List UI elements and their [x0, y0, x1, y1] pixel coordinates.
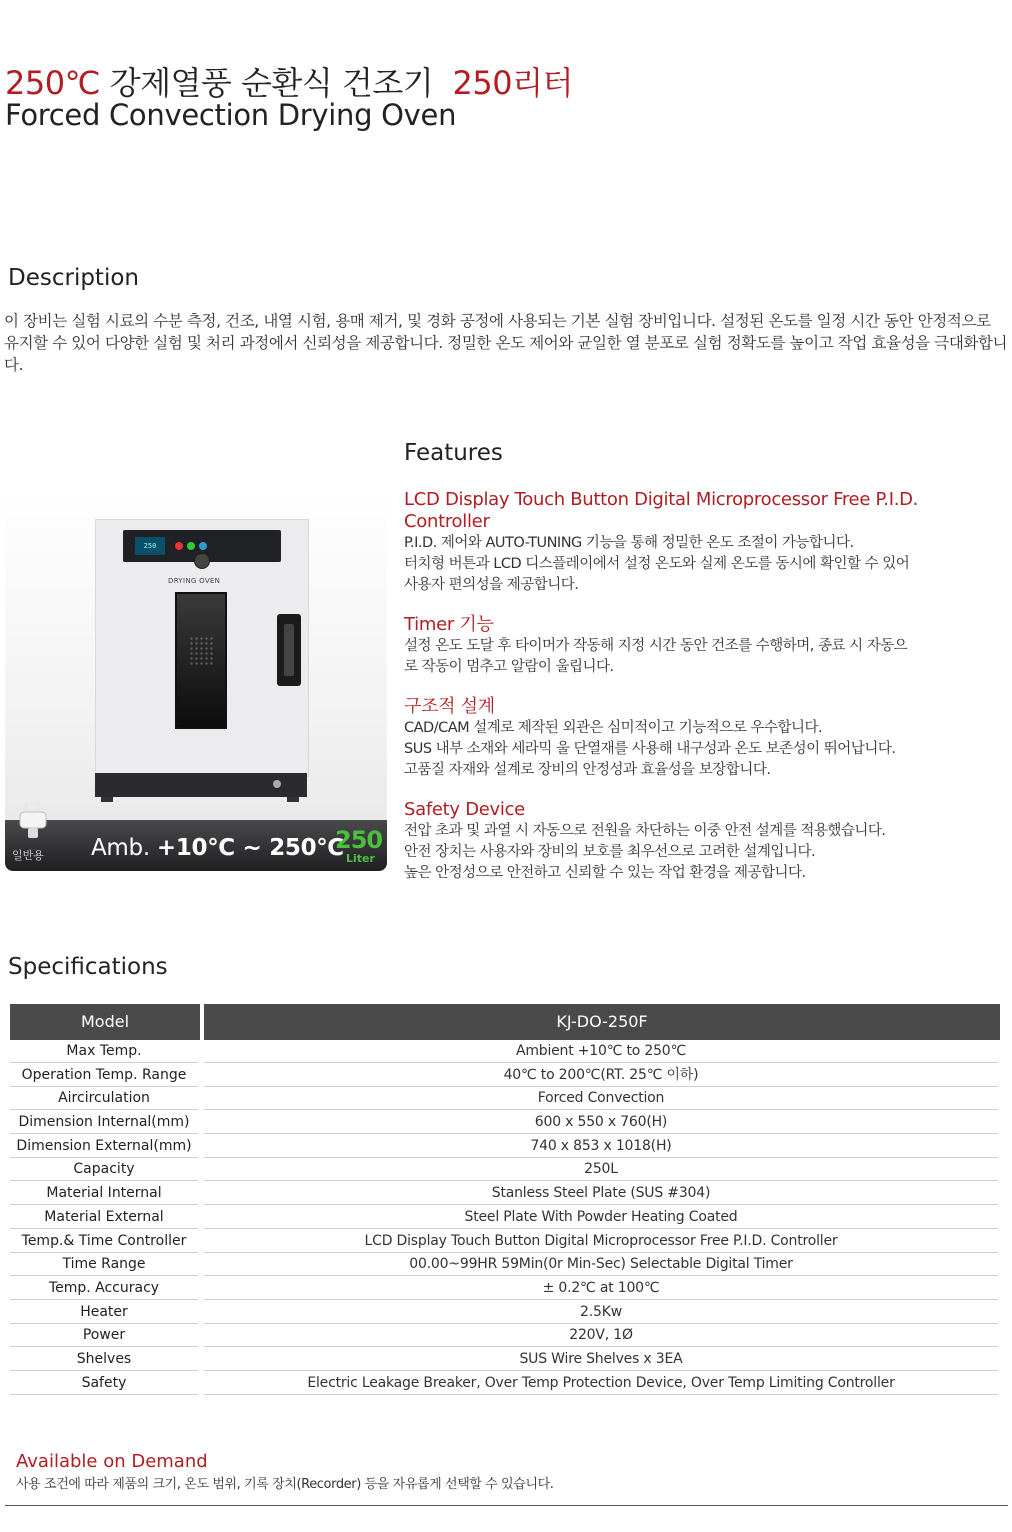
- table-row: [10, 1372, 1000, 1396]
- divider: [5, 1505, 1008, 1506]
- feature-line: P.I.D. 제어와 AUTO-TUNING 기능을 통해 정밀한 온도 조절이 가능합니다.: [404, 535, 854, 551]
- spec-key: Safety: [10, 1372, 198, 1395]
- spec-key: Aircirculation: [10, 1087, 198, 1110]
- oven-label: DRYING OVEN: [168, 577, 221, 585]
- table-row: [10, 1040, 1000, 1064]
- feature-title: 구조적 설계: [404, 696, 495, 717]
- led-icon: [199, 542, 207, 550]
- spec-value: 2.5Kw: [204, 1301, 998, 1324]
- table-row: [10, 1348, 1000, 1372]
- handle-icon: [277, 614, 301, 686]
- spec-table-header: [10, 1004, 1000, 1040]
- spec-rows: [10, 1040, 1000, 1395]
- capacity-unit: Liter: [346, 852, 375, 865]
- description-heading: Description: [8, 265, 139, 291]
- title-korean: 강제열풍 순환식 건조기: [109, 64, 434, 102]
- feature-item: [404, 696, 1004, 781]
- feature-item: [404, 489, 1004, 596]
- lock-icon: [273, 780, 281, 788]
- feature-line: 로 작동이 멈추고 알람이 울립니다.: [404, 659, 614, 675]
- specifications-heading: Specifications: [8, 954, 168, 980]
- spec-value: Stanless Steel Plate (SUS #304): [204, 1182, 998, 1205]
- foot-icon: [101, 797, 113, 802]
- feature-title: LCD Display Touch Button Digital Microprocessor Free P.I.D. Controller: [404, 489, 919, 532]
- feature-line: CAD/CAM 설계로 제작된 외관은 심미적이고 기능적으로 우수합니다.: [404, 720, 823, 736]
- spec-value: Electric Leakage Breaker, Over Temp Protection Device, Over Temp Limiting Controller: [204, 1372, 998, 1395]
- table-row: [10, 1206, 1000, 1230]
- range-value: +10℃ ~ 250℃: [156, 835, 344, 861]
- led-icon: [175, 542, 183, 550]
- feature-line: 사용자 편의성을 제공합니다.: [404, 577, 579, 593]
- spec-value: LCD Display Touch Button Digital Microprocessor Free P.I.D. Controller: [204, 1230, 998, 1253]
- feature-line: 높은 안정성으로 안전하고 신뢰할 수 있는 작업 환경을 제공합니다.: [404, 865, 806, 881]
- spec-key: Time Range: [10, 1253, 198, 1276]
- spec-value: 220V, 1Ø: [204, 1324, 998, 1347]
- table-row: [10, 1158, 1000, 1182]
- features-heading: Features: [404, 440, 503, 466]
- spec-key: Power: [10, 1324, 198, 1347]
- range-prefix: Amb.: [91, 835, 150, 861]
- feature-line: SUS 내부 소재와 세라믹 울 단열재를 사용해 내구성과 온도 보존성이 뛰어납니다.: [404, 741, 896, 757]
- plug-icon: [15, 801, 53, 841]
- oven-window: [175, 592, 227, 729]
- feature-line: 안전 장치는 사용자와 장비의 보호를 최우선으로 고려한 설계입니다.: [404, 844, 816, 860]
- table-row: [10, 1087, 1000, 1111]
- spec-key: Operation Temp. Range: [10, 1064, 198, 1087]
- spec-value: Ambient +10℃ to 250℃: [204, 1040, 998, 1063]
- spec-header-key: Model: [10, 1004, 200, 1040]
- spec-value: SUS Wire Shelves x 3EA: [204, 1348, 998, 1371]
- spec-value: Steel Plate With Powder Heating Coated: [204, 1206, 998, 1229]
- product-image: [5, 489, 387, 871]
- available-heading: Available on Demand: [16, 1451, 208, 1472]
- spec-key: Material Internal: [10, 1182, 198, 1205]
- knob-icon: [194, 553, 210, 569]
- title-temp: 250℃: [5, 64, 101, 102]
- feature-line: 터치형 버튼과 LCD 디스플레이에서 설정 온도와 실제 온도를 동시에 확인할 수 있어: [404, 556, 910, 572]
- spec-key: Dimension External(mm): [10, 1135, 198, 1158]
- foot-icon: [287, 797, 299, 802]
- spec-key: Max Temp.: [10, 1040, 198, 1063]
- spec-value: ± 0.2℃ at 100℃: [204, 1277, 998, 1300]
- spec-key: Capacity: [10, 1158, 198, 1181]
- table-row: [10, 1324, 1000, 1348]
- description-body: 이 장비는 실험 시료의 수분 측정, 건조, 내열 시험, 용매 제거, 및 경화 공정에 사용되는 기본 실험 장비입니다. 설정된 온도를 일정 시간 동안 안정적으로 유지할 수 있어 다양한 실험 및 처리 과정에서 신뢰성을 제공합니다. 정밀한 온도 제어와 균일한 열 분포로 실험 정확도를 높이고 작업 효율성을 극대화합니다.: [4, 312, 1008, 374]
- led-icon: [187, 542, 195, 550]
- spec-value: Forced Convection: [204, 1087, 998, 1110]
- feature-title: Timer 기능: [404, 614, 494, 635]
- capacity-number: 250: [335, 826, 383, 854]
- table-row: [10, 1277, 1000, 1301]
- feature-title: Safety Device: [404, 799, 525, 820]
- feature-item: [404, 614, 1004, 678]
- feature-item: [404, 799, 1004, 884]
- table-row: [10, 1253, 1000, 1277]
- spec-key: Heater: [10, 1301, 198, 1324]
- oven-lcd: 250: [135, 537, 165, 555]
- usage-tag: 일반용: [12, 849, 44, 862]
- spec-key: Shelves: [10, 1348, 198, 1371]
- feature-line: 설정 온도 도달 후 타이머가 작동해 지정 시간 동안 건조를 수행하며, 종료 시 자동으: [404, 638, 908, 654]
- spec-header-value: KJ-DO-250F: [204, 1004, 1000, 1040]
- feature-line: 고품질 자재와 설계로 장비의 안정성과 효율성을 보장합니다.: [404, 762, 771, 778]
- table-row: [10, 1182, 1000, 1206]
- spec-value: 00.00~99HR 59Min(0r Min-Sec) Selectable Digital Timer: [204, 1253, 998, 1276]
- page-subtitle: Forced Convection Drying Oven: [5, 98, 457, 132]
- available-body: 사용 조건에 따라 제품의 크기, 온도 범위, 기록 장치(Recorder) 등을 자유롭게 선택할 수 있습니다.: [16, 1477, 554, 1492]
- spec-table: [10, 1004, 1000, 1395]
- spec-value: 250L: [204, 1158, 998, 1181]
- table-row: [10, 1064, 1000, 1088]
- table-row: [10, 1111, 1000, 1135]
- title-capacity: 250리터: [452, 64, 573, 102]
- temperature-range: [91, 835, 344, 861]
- spec-value: 600 x 550 x 760(H): [204, 1111, 998, 1134]
- spec-key: Dimension Internal(mm): [10, 1111, 198, 1134]
- vent-icon: [189, 636, 213, 666]
- spec-key: Temp.& Time Controller: [10, 1230, 198, 1253]
- spec-key: Material External: [10, 1206, 198, 1229]
- table-row: [10, 1230, 1000, 1254]
- spec-key: Temp. Accuracy: [10, 1277, 198, 1300]
- table-row: [10, 1301, 1000, 1325]
- feature-line: 전압 초과 및 과열 시 자동으로 전원을 차단하는 이중 안전 설계를 적용했습니다.: [404, 823, 886, 839]
- spec-value: 40℃ to 200℃(RT. 25℃ 이하): [204, 1064, 998, 1087]
- spec-value: 740 x 853 x 1018(H): [204, 1135, 998, 1158]
- table-row: [10, 1135, 1000, 1159]
